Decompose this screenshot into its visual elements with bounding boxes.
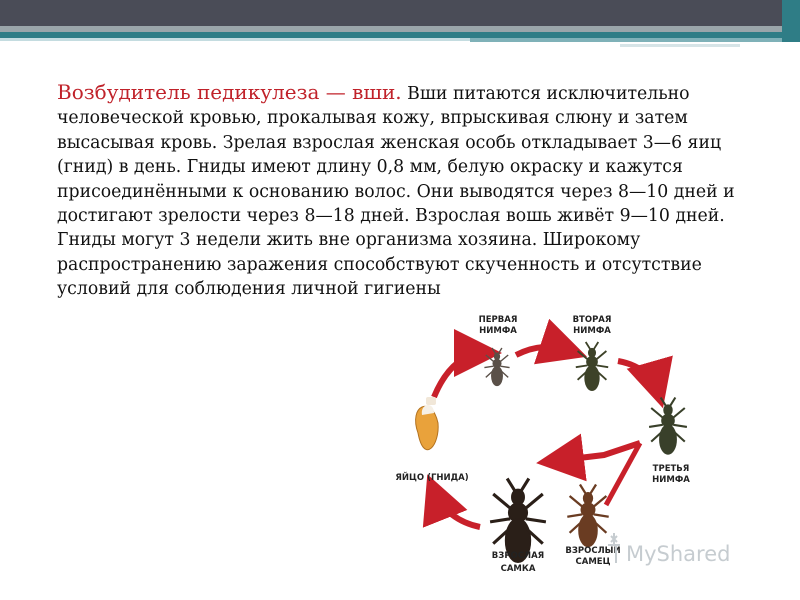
slide-lead: Возбудитель педикулеза — вши. xyxy=(57,80,402,104)
lice-lifecycle-diagram xyxy=(368,305,740,595)
arrow-egg-to-first xyxy=(434,353,484,397)
arrow-first-to-second xyxy=(516,347,570,355)
adult-male-illustration xyxy=(567,485,608,547)
header-accent xyxy=(470,38,800,42)
adult-female-label: ВЗРОСЛАЯ САМКА xyxy=(491,551,545,574)
first-nymph-illustration xyxy=(484,348,509,386)
slide-text xyxy=(57,80,757,302)
header-accent-small xyxy=(620,44,740,47)
watermark xyxy=(608,533,730,566)
svg-text:MyShared: MyShared xyxy=(626,542,731,566)
header-corner xyxy=(782,0,800,42)
egg-label: ЯЙЦО (ГНИДА) xyxy=(395,473,469,483)
third-nymph-illustration xyxy=(649,398,687,455)
adult-male-label: ВЗРОСЛЫЙ САМЕЦ xyxy=(565,546,621,567)
second-nymph-label: ВТОРАЯ НИМФА xyxy=(572,315,612,336)
egg-illustration xyxy=(416,397,439,450)
header-stripe-light xyxy=(0,38,470,41)
first-nymph-label: ПЕРВАЯ НИМФА xyxy=(478,315,518,336)
arrow-female-to-egg xyxy=(434,491,480,527)
slide-body: Вши питаются исключительно человеческой кровью, прокалывая кожу, впрыскивая слюну и затем высасывая кровь. Зрелая взрослая женская особь откладывает 3—6 яиц (гнид) в день. Гниды имеют длину 0,8 мм, белую окраску и кажутся присоединёнными к основанию волос. Они выводятся через 8—10 дней и достигают зрелости через 8—18 дней. Взрослая вошь живёт 9—10 дней. Гниды могут 3 недели жить вне организма хозяина. Широкому распространению заражения способствуют скученность и отсутствие условий для соблюдения личной гигиены xyxy=(57,84,735,300)
header-bar xyxy=(0,0,800,26)
adult-female-illustration xyxy=(490,479,546,563)
arrow-third-to-adults xyxy=(554,443,640,461)
second-nymph-illustration xyxy=(576,342,608,391)
arrow-second-to-third xyxy=(618,361,658,391)
third-nymph-label: ТРЕТЬЯ НИМФА xyxy=(652,464,690,485)
